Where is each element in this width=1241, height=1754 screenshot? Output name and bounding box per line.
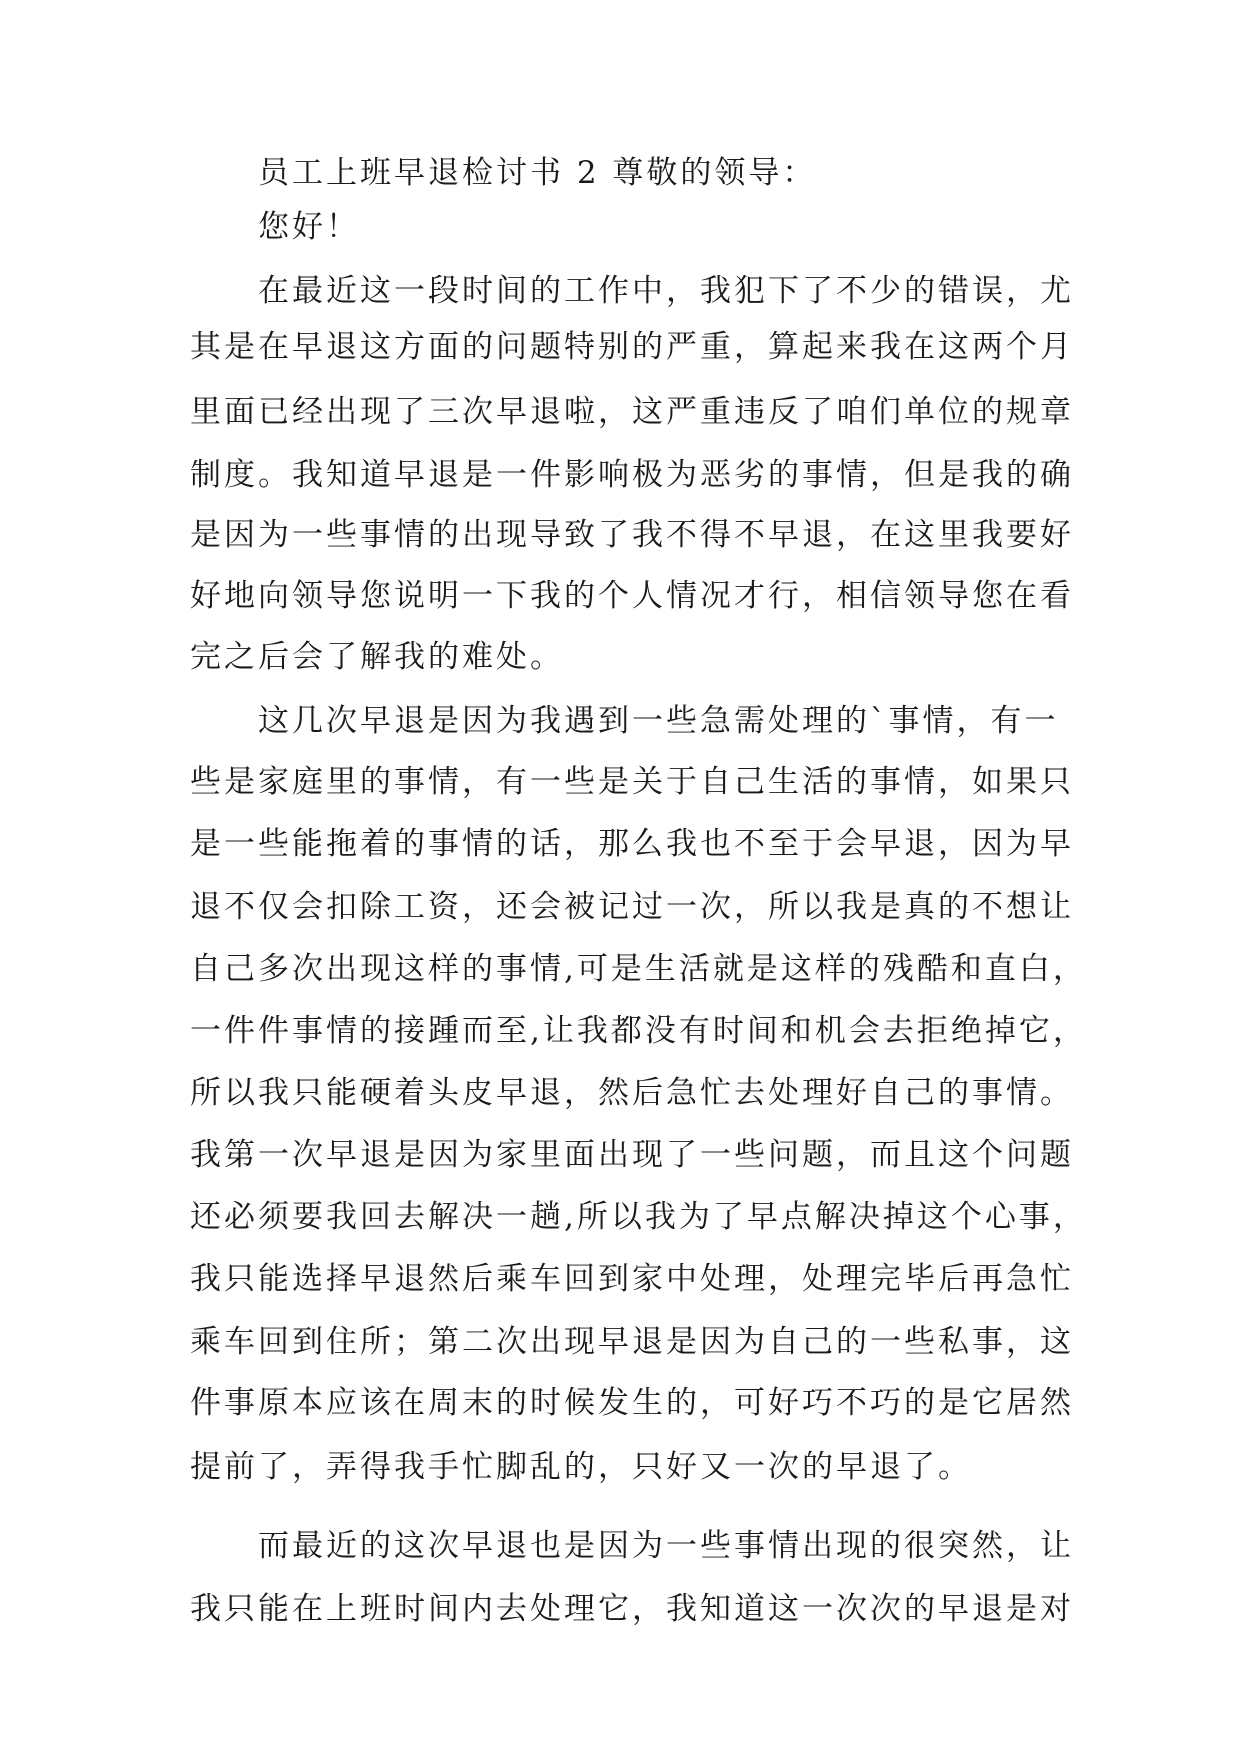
paragraph-1-line-4: 制度。我知道早退是一件影响极为恶劣的事情，但是我的确 xyxy=(190,457,1074,493)
paragraph-3-line-1: 而最近的这次早退也是因为一些事情出现的很突然，让 xyxy=(258,1528,1074,1564)
paragraph-1-line-7: 完之后会了解我的难处。 xyxy=(190,639,564,675)
paragraph-1-line-1: 在最近这一段时间的工作中，我犯下了不少的错误，尤 xyxy=(258,273,1074,309)
paragraph-2-line-11: 乘车回到住所；第二次出现早退是因为自己的一些私事，这 xyxy=(190,1324,1074,1360)
paragraph-1-line-6: 好地向领导您说明一下我的个人情况才行，相信领导您在看 xyxy=(190,578,1074,614)
paragraph-2-line-9: 还必须要我回去解决一趟,所以我为了早点解决掉这个心事， xyxy=(190,1199,1087,1235)
paragraph-2-line-7: 所以我只能硬着头皮早退，然后急忙去处理好自己的事情。 xyxy=(190,1075,1074,1111)
paragraph-2-line-13: 提前了，弄得我手忙脚乱的，只好又一次的早退了。 xyxy=(190,1449,972,1485)
paragraph-2-line-1: 这几次早退是因为我遇到一些急需处理的`事情，有一 xyxy=(258,703,1059,739)
paragraph-2-line-8: 我第一次早退是因为家里面出现了一些问题，而且这个问题 xyxy=(190,1137,1074,1173)
paragraph-2-line-12: 件事原本应该在周末的时候发生的，可好巧不巧的是它居然 xyxy=(190,1385,1074,1421)
paragraph-2-line-4: 退不仅会扣除工资，还会被记过一次，所以我是真的不想让 xyxy=(190,889,1074,925)
document-title-line: 员工上班早退检讨书 2 尊敬的领导： xyxy=(258,155,817,191)
paragraph-3-line-2: 我只能在上班时间内去处理它，我知道这一次次的早退是对 xyxy=(190,1591,1074,1627)
paragraph-1-line-3: 里面已经出现了三次早退啦，这严重违反了咱们单位的规章 xyxy=(190,394,1074,430)
paragraph-2-line-10: 我只能选择早退然后乘车回到家中处理，处理完毕后再急忙 xyxy=(190,1261,1074,1297)
paragraph-2-line-6: 一件件事情的接踵而至,让我都没有时间和机会去拒绝掉它， xyxy=(190,1013,1087,1049)
paragraph-1-line-2: 其是在早退这方面的问题特别的严重，算起来我在这两个月 xyxy=(190,329,1074,365)
paragraph-2-line-2: 些是家庭里的事情，有一些是关于自己生活的事情，如果只 xyxy=(190,764,1074,800)
greeting-line: 您好！ xyxy=(258,209,360,245)
paragraph-2-line-3: 是一些能拖着的事情的话，那么我也不至于会早退，因为早 xyxy=(190,826,1074,862)
paragraph-2-line-5: 自己多次出现这样的事情,可是生活就是这样的残酷和直白， xyxy=(190,951,1087,987)
paragraph-1-line-5: 是因为一些事情的出现导致了我不得不早退，在这里我要好 xyxy=(190,517,1074,553)
